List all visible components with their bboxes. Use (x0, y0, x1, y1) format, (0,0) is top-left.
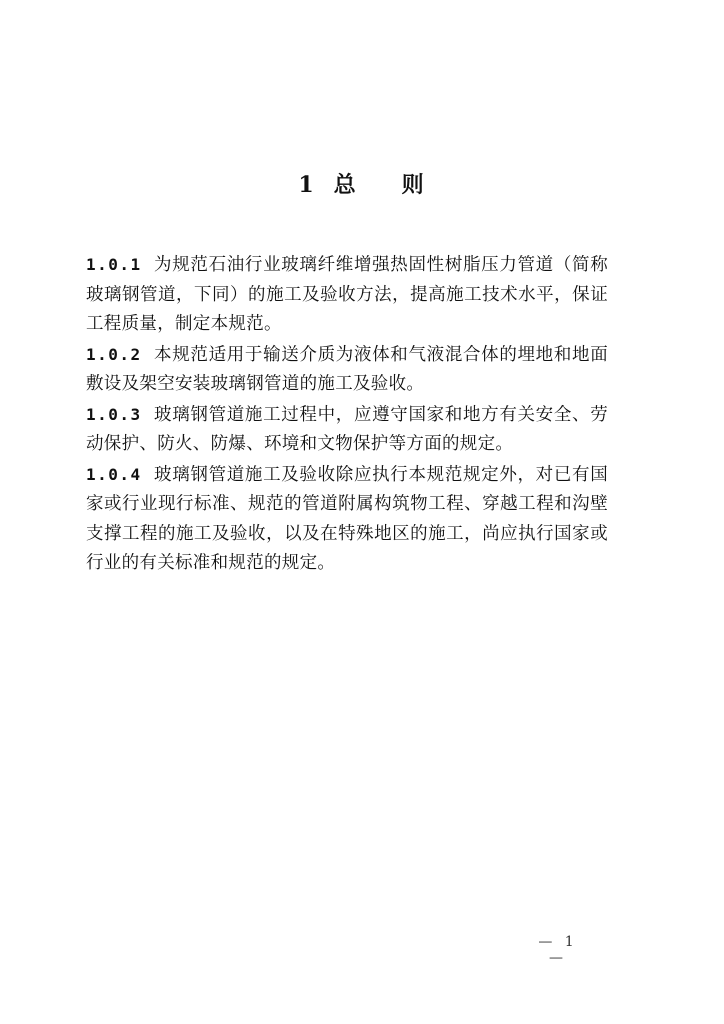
clause-1-0-3 (86, 400, 608, 460)
page-number: — 1 — (538, 934, 578, 966)
chapter-body (86, 250, 608, 579)
clause-1-0-2 (86, 340, 608, 400)
clause-text: 本规范适用于输送介质为液体和气液混合体的埋地和地面敷设及架空安装玻璃钢管道的施工及验收。 (86, 344, 608, 394)
clause-number: 1.0.2 (86, 344, 142, 364)
clause-1-0-4 (86, 460, 608, 579)
chapter-heading (0, 168, 724, 199)
clause-number: 1.0.4 (86, 464, 142, 484)
clause-text: 玻璃钢管道施工及验收除应执行本规范规定外，对已有国家或行业现行标准、规范的管道附属构筑物工程、穿越工程和沟壁支撑工程的施工及验收，以及在特殊地区的施工，尚应执行国家或行业的有关标准和规范的规定。 (86, 464, 608, 573)
chapter-title-part1: 总 (333, 172, 358, 198)
clause-number: 1.0.3 (86, 404, 142, 424)
chapter-title-part2: 则 (401, 172, 426, 198)
clause-1-0-1 (86, 250, 608, 340)
clause-number: 1.0.1 (86, 255, 142, 274)
clause-text: 玻璃钢管道施工过程中，应遵守国家和地方有关安全、劳动保护、防火、防爆、环境和文物保护等方面的规定。 (86, 404, 608, 454)
clause-text: 为规范石油行业玻璃纤维增强热固性树脂压力管道（简称玻璃钢管道，下同）的施工及验收方法，提高施工技术水平，保证工程质量，制定本规范。 (86, 255, 608, 334)
chapter-number: 1 (298, 172, 316, 198)
